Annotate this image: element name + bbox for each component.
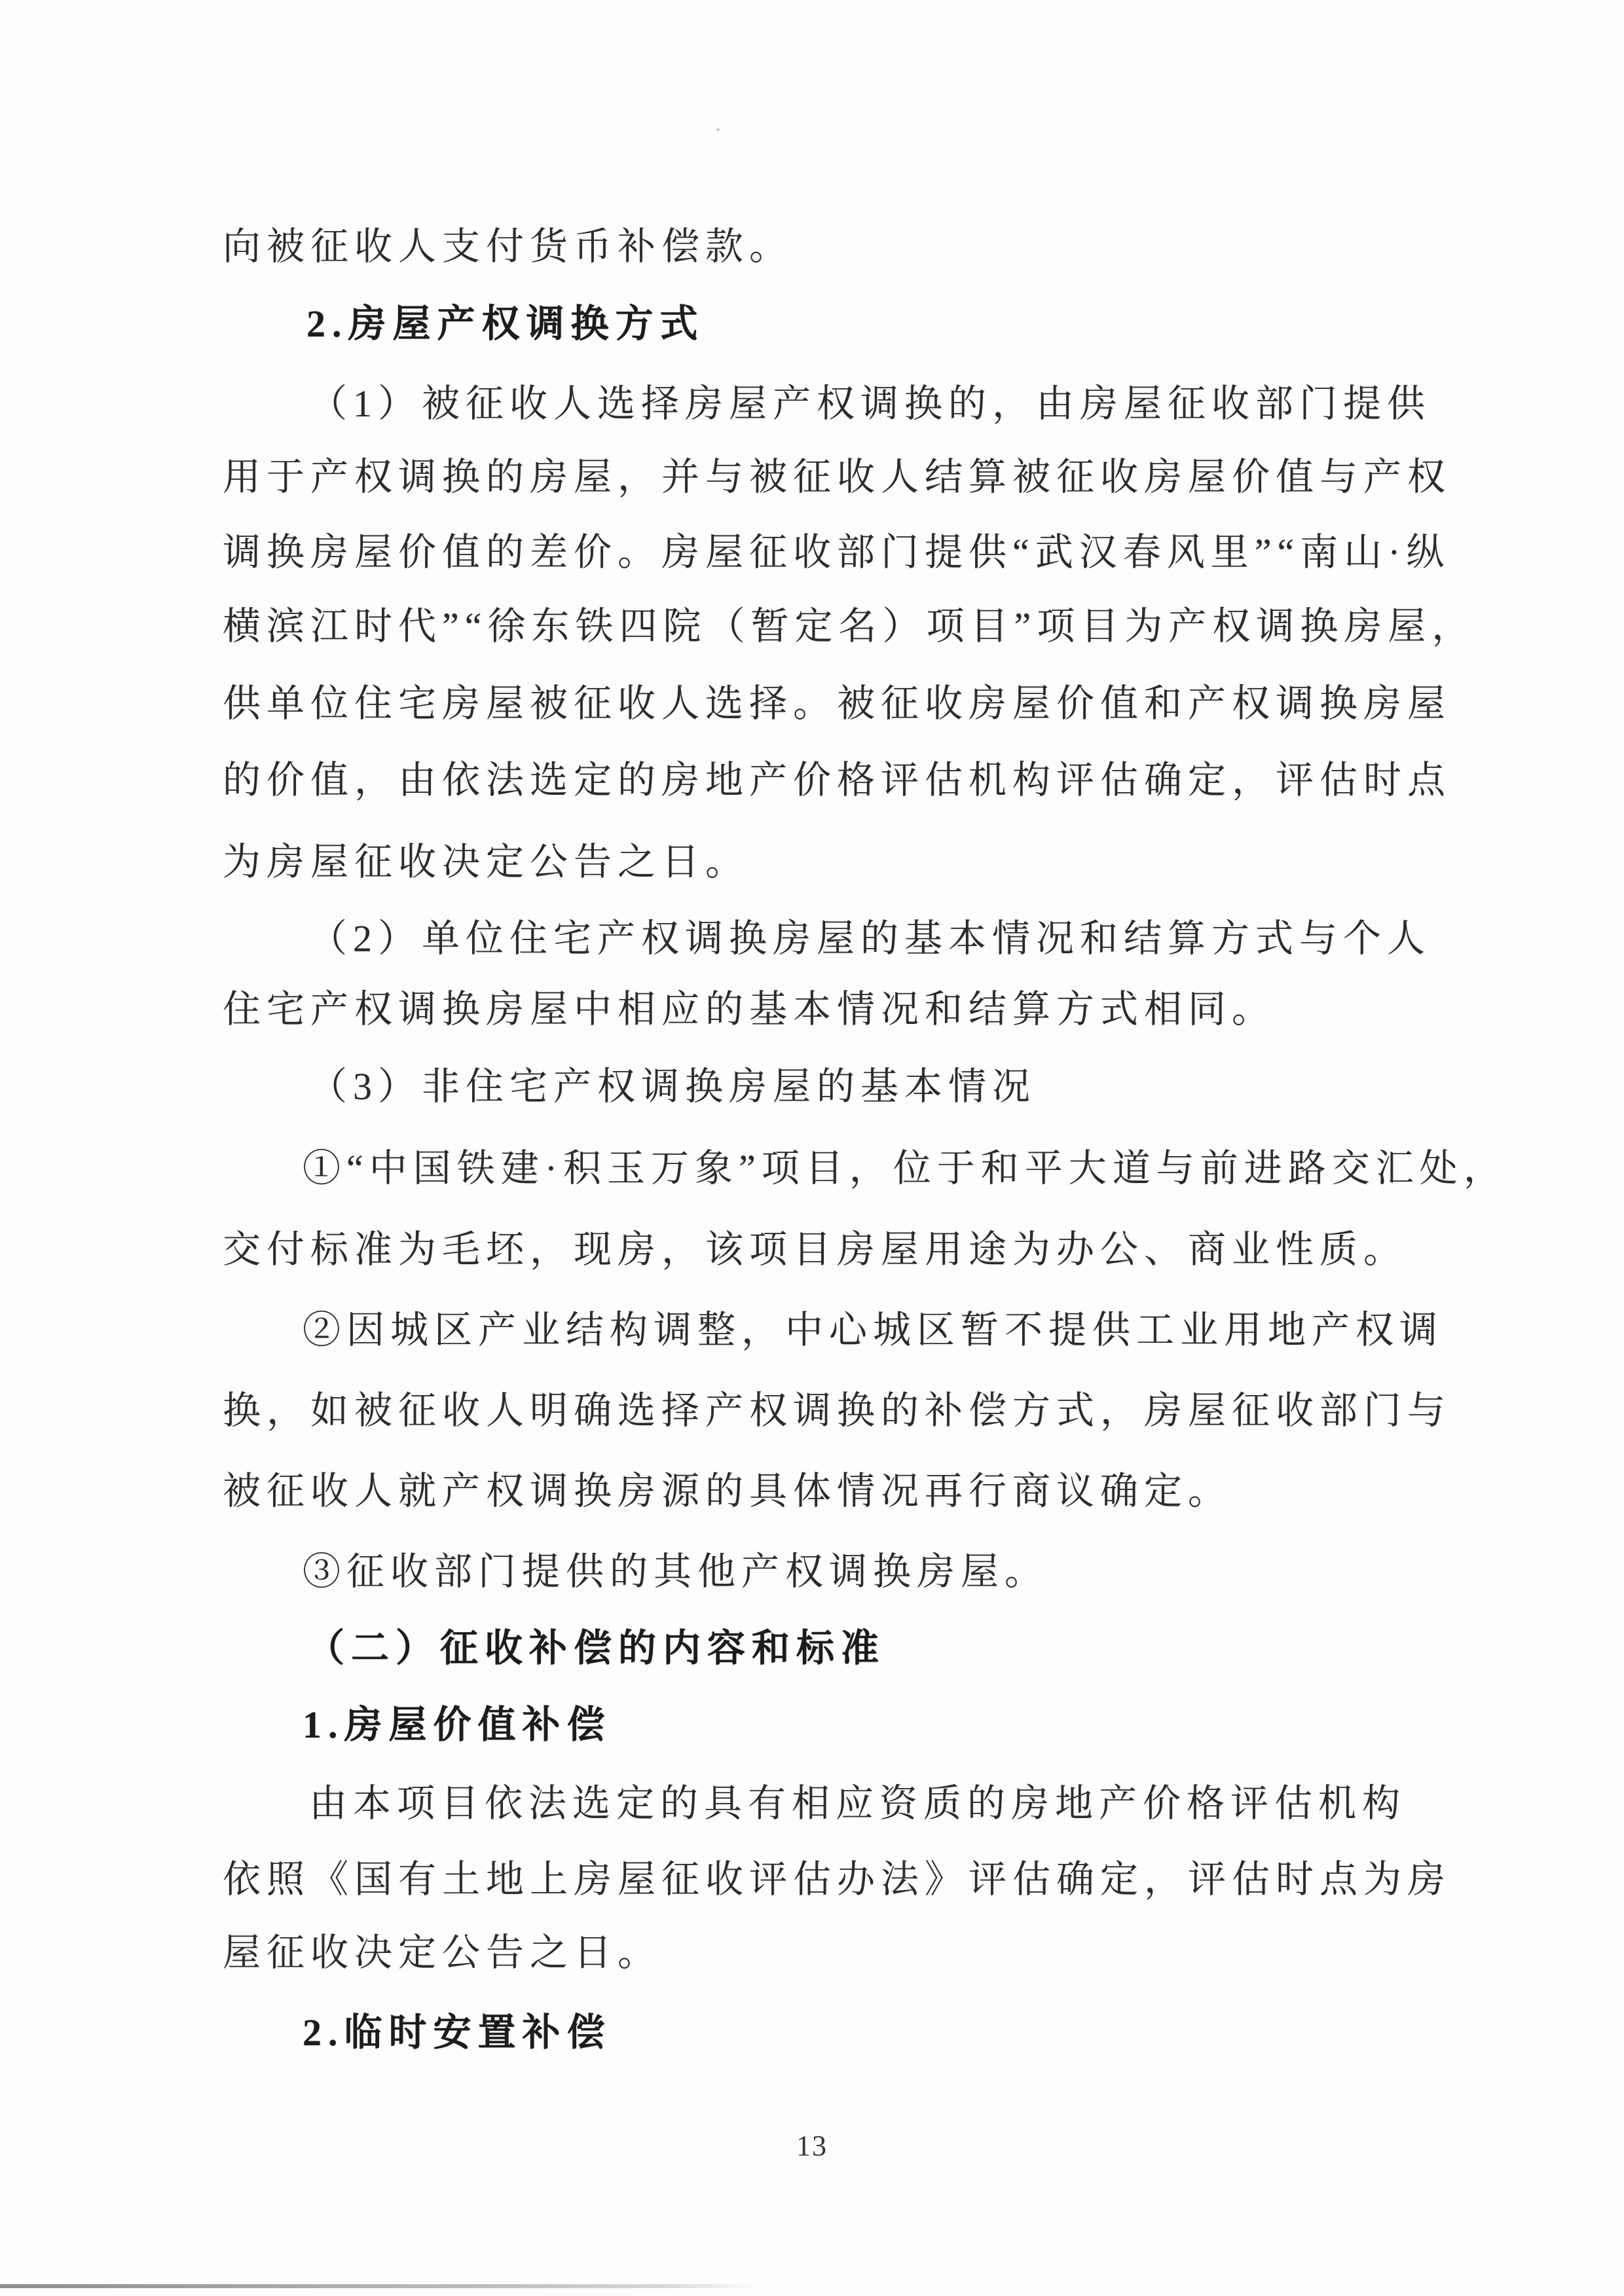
text-line: 横滨江时代”“徐东铁四院（暂定名）项目”项目为产权调换房屋，	[223, 605, 1476, 647]
text-line: 用于产权调换的房屋，并与被征收人结算被征收房屋价值与产权	[223, 456, 1452, 498]
text-line: （2）单位住宅产权调换房屋的基本情况和结算方式与个人	[309, 917, 1431, 960]
text-line: 为房屋征收决定公告之日。	[223, 841, 750, 883]
text-line: ②因城区产业结构调整，中心城区暂不提供工业用地产权调	[303, 1309, 1444, 1351]
heading-line: （二）征收补偿的内容和标准	[306, 1627, 886, 1669]
text-line: （1）被征收人选择房屋产权调换的，由房屋征收部门提供	[309, 382, 1431, 425]
text-line: 依照《国有土地上房屋征收评估办法》评估确定，评估时点为房	[223, 1858, 1452, 1901]
heading-line: 2.临时安置补偿	[303, 2011, 612, 2054]
text-line: 的价值，由依法选定的房地产价格评估机构评估确定，评估时点	[223, 759, 1452, 801]
text-line: 由本项目依法选定的具有相应资质的房地产价格评估机构	[309, 1782, 1407, 1825]
text-line: 供单位住宅房屋被征收人选择。被征收房屋价值和产权调换房屋	[223, 682, 1452, 725]
heading-line: 2.房屋产权调换方式	[306, 302, 705, 345]
text-line: 换，如被征收人明确选择产权调换的补偿方式，房屋征收部门与	[223, 1389, 1452, 1432]
text-line: ③征收部门提供的其他产权调换房屋。	[303, 1550, 1049, 1593]
scan-speck	[716, 128, 720, 131]
text-line: 被征收人就产权调换房源的具体情况再行商议确定。	[223, 1470, 1232, 1512]
text-line: 调换房屋价值的差价。房屋征收部门提供“武汉春风里”“南山·纵	[223, 531, 1450, 574]
text-line: 交付标准为毛坯，现房，该项目房屋用途为办公、商业性质。	[223, 1228, 1408, 1271]
scan-edge-artifact	[0, 2284, 756, 2288]
page-number: 13	[796, 2130, 828, 2162]
text-line: ①“中国铁建·积玉万象”项目，位于和平大道与前进路交汇处，	[303, 1147, 1507, 1190]
text-line: 住宅产权调换房屋中相应的基本情况和结算方式相同。	[223, 988, 1276, 1030]
heading-line: 1.房屋价值补偿	[303, 1704, 612, 1746]
text-line: 屋征收决定公告之日。	[223, 1931, 662, 1974]
text-line: （3）非住宅产权调换房屋的基本情况	[309, 1065, 1037, 1108]
text-line: 向被征收人支付货币补偿款。	[223, 225, 794, 268]
